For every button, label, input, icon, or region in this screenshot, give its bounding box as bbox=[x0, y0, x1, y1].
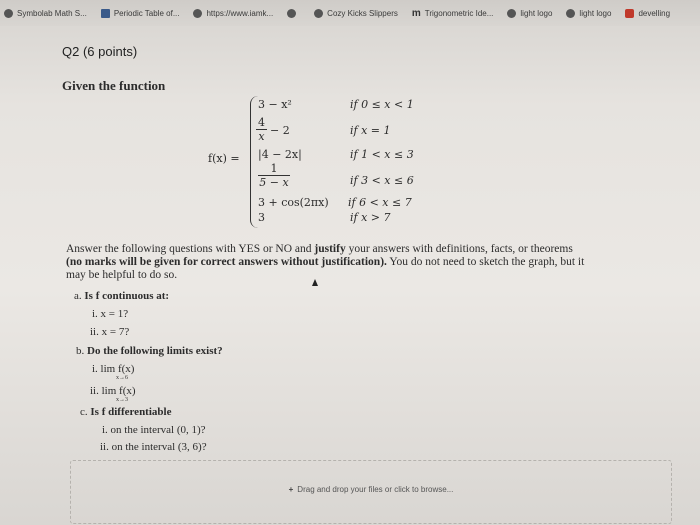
part-b-ii-limit-subscript: x→3 bbox=[116, 397, 128, 403]
upload-text: Drag and drop your files or click to browse... bbox=[297, 485, 454, 494]
globe-icon bbox=[566, 9, 575, 18]
part-a-label: a. bbox=[74, 290, 82, 302]
piece-4-denominator: 5 − x bbox=[259, 176, 289, 189]
condition-4: if 3 < x ≤ 6 bbox=[350, 174, 414, 187]
part-b-text: Do the following limits exist? bbox=[87, 345, 223, 357]
piece-1: 3 − x² bbox=[258, 98, 292, 111]
bookmark-label: Symbolab Math S... bbox=[17, 8, 87, 18]
bookmark-label: light logo bbox=[579, 8, 612, 18]
instructions-bold-2: (no marks will be given for correct answers without justification). bbox=[66, 256, 387, 268]
bookmark-develling[interactable] bbox=[625, 9, 670, 18]
bookmark-light-logo-1[interactable] bbox=[507, 9, 552, 18]
part-b-ii: ii. lim f(x) bbox=[90, 385, 136, 397]
piece-4-numerator: 1 bbox=[258, 162, 290, 176]
bookmark-label: develling bbox=[638, 8, 671, 18]
plus-icon: + bbox=[288, 485, 294, 494]
m-logo-icon: m bbox=[411, 7, 421, 19]
bookmark-light-logo-2[interactable] bbox=[566, 9, 611, 18]
bookmark-label: Trigonometric Ide... bbox=[424, 8, 494, 18]
bookmark-label: Cozy Kicks Slippers bbox=[327, 8, 398, 18]
bookmarks-bar bbox=[0, 0, 700, 26]
mouse-cursor-icon bbox=[312, 279, 318, 286]
condition-2: if x = 1 bbox=[350, 124, 391, 137]
condition-1: if 0 ≤ x < 1 bbox=[350, 98, 414, 111]
bookmark-trigonometric[interactable] bbox=[412, 8, 494, 19]
condition-6: if x > 7 bbox=[350, 211, 391, 224]
instructions-part-1: Answer the following questions with YES or NO and bbox=[66, 243, 315, 255]
question-points: (6 points) bbox=[82, 44, 138, 59]
given-text: Given the function bbox=[62, 78, 166, 93]
bookmark-cozy-kicks[interactable] bbox=[314, 9, 398, 18]
instructions bbox=[66, 243, 586, 282]
piece-6: 3 bbox=[258, 211, 265, 224]
piece-2-numerator: 4 bbox=[258, 116, 265, 129]
globe-icon bbox=[507, 9, 516, 18]
instructions-part-2: your answers with definitions, facts, or theorems bbox=[345, 243, 573, 255]
bookmark-icon bbox=[625, 9, 634, 18]
piece-2-fraction bbox=[256, 116, 267, 143]
bookmark-globe[interactable] bbox=[287, 9, 300, 18]
piece-4-fraction bbox=[258, 162, 290, 189]
periodic-table-icon bbox=[101, 9, 110, 18]
bookmark-iamk[interactable] bbox=[193, 9, 273, 18]
question-number: Q2 bbox=[62, 44, 80, 59]
part-b-i-limit-subscript: x→6 bbox=[116, 375, 128, 381]
piece-3: |4 − 2x| bbox=[258, 148, 302, 161]
piece-2-rest: − 2 bbox=[270, 124, 290, 137]
part-a-ii: ii. x = 7? bbox=[90, 326, 130, 338]
condition-3: if 1 < x ≤ 3 bbox=[350, 148, 414, 161]
part-a-text: Is f continuous at: bbox=[84, 290, 170, 302]
bookmark-symbolab[interactable] bbox=[4, 9, 87, 18]
bookmark-label: https://www.iamk... bbox=[206, 8, 274, 18]
instructions-bold-1: justify bbox=[314, 243, 346, 255]
globe-icon bbox=[314, 9, 323, 18]
condition-5: if 6 < x ≤ 7 bbox=[348, 196, 412, 209]
part-c bbox=[80, 406, 171, 418]
instructions-part-3: You do not need to sketch the graph, but it may be helpful to do so. bbox=[66, 256, 585, 281]
globe-icon bbox=[287, 9, 296, 18]
file-upload-dropzone[interactable] bbox=[70, 460, 672, 524]
piece-5: 3 + cos(2πx) bbox=[258, 196, 329, 209]
part-c-text: Is f differentiable bbox=[90, 406, 172, 418]
part-c-ii: ii. on the interval (3, 6)? bbox=[100, 441, 207, 453]
part-c-label: c. bbox=[80, 406, 88, 418]
part-a-i: i. x = 1? bbox=[92, 308, 129, 320]
part-c-i: i. on the interval (0, 1)? bbox=[102, 424, 206, 436]
part-b-i: i. lim f(x) bbox=[92, 363, 135, 375]
question-header bbox=[62, 44, 137, 59]
bookmark-label: Periodic Table of... bbox=[113, 8, 180, 18]
part-b-label: b. bbox=[76, 345, 85, 357]
upload-prompt bbox=[71, 485, 671, 494]
symbolab-icon bbox=[4, 9, 13, 18]
web-icon bbox=[193, 9, 202, 18]
part-a bbox=[74, 290, 169, 302]
bookmark-label: light logo bbox=[520, 8, 553, 18]
piece-2-denominator: x bbox=[258, 130, 265, 143]
part-b bbox=[76, 345, 223, 357]
function-name: f(x) = bbox=[208, 152, 240, 165]
bookmark-periodic-table[interactable] bbox=[101, 9, 180, 18]
